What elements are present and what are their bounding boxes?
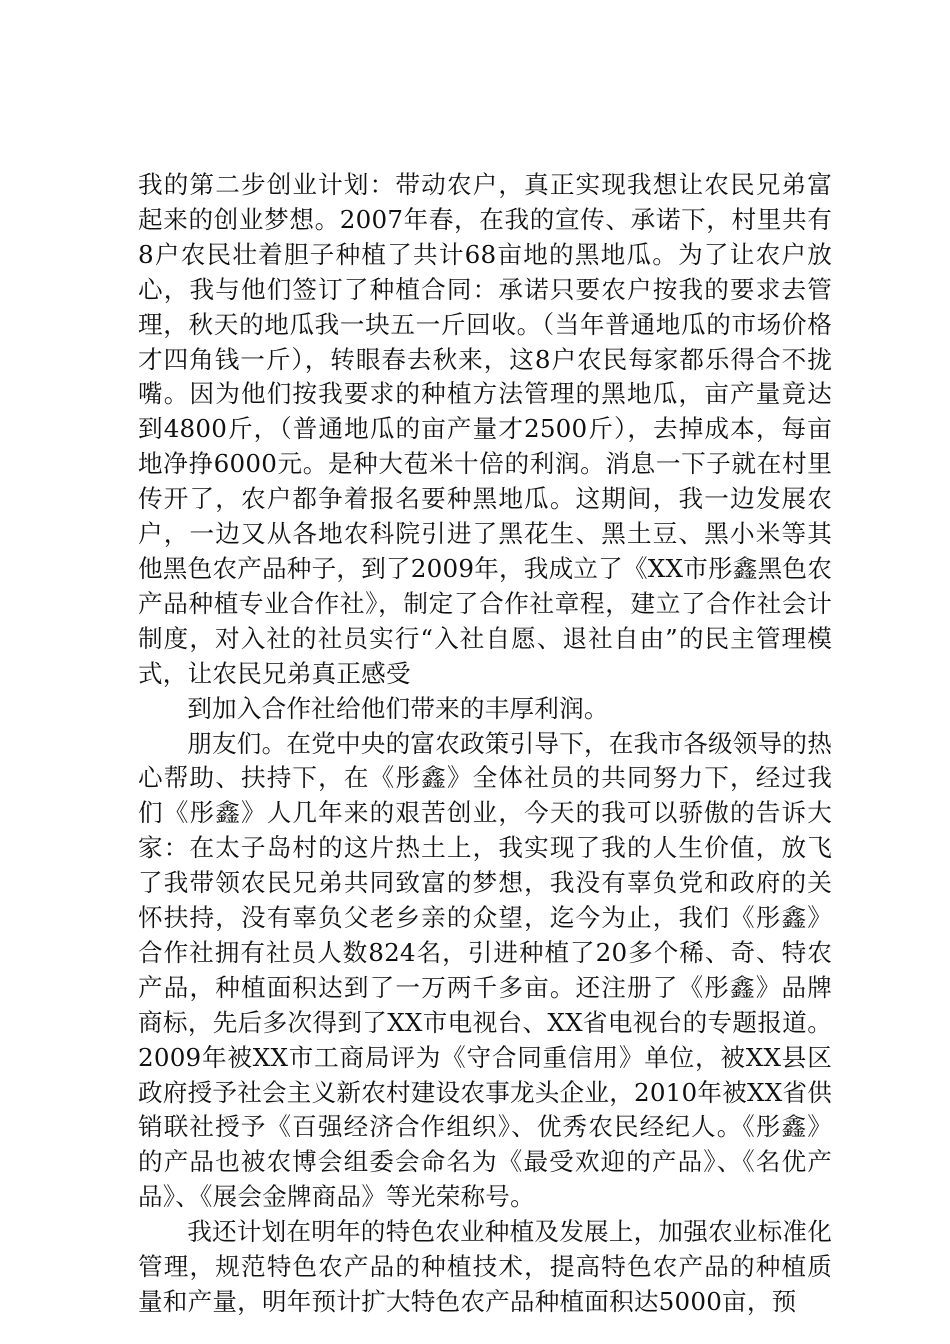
- paragraph-startup-plan: 我的第二步创业计划：带动农户，真正实现我想让农民兄弟富起来的创业梦想。2007年春，在我的宣传、承诺下，村里共有8户农民壮着胆子种植了共计68亩地的黑地瓜。为了让农户放心，我与他们签订了种植合同：承诺只要农户按我的要求去管理，秋天的地瓜我一块五一斤回收。（当年普通地瓜的市场价格才四角钱一斤），转眼春去秋来，这8户农民每家都乐得合不拢嘴。因为他们按我要求的种植方法管理的黑地瓜，亩产量竟达到4800斤，（普通地瓜的亩产量才2500斤），去掉成本，每亩地净挣6000元。是种大苞米十倍的利润。消息一下子就在村里传开了，农户都争着报名要种黑地瓜。这期间，我一边发展农户，一边又从各地农科院引进了黑花生、黑土豆、黑小米等其他黑色农产品种子，到了2009年，我成立了《XX市彤鑫黑色农产品种植专业合作社》，制定了合作社章程，建立了合作社会计制度，对入社的社员实行“入社自愿、退社自由”的民主管理模式，让农民兄弟真正感受: [138, 170, 832, 688]
- paragraph-cooperative-profit: 到加入合作社给他们带来的丰厚利润。: [187, 693, 609, 723]
- paragraph-achievements: 朋友们。在党中央的富农政策引导下，在我市各级领导的热心帮助、扶持下，在《彤鑫》全体社员的共同努力下，经过我们《彤鑫》人几年来的艰苦创业，今天的我可以骄傲的告诉大家：在太子岛村的这片热土上，我实现了我的人生价值，放飞了我带领农民兄弟共同致富的梦想，我没有辜负党和政府的关怀扶持，没有辜负父老乡亲的众望，迄今为止，我们《彤鑫》合作社拥有社员人数824名，引进种植了20多个稀、奇、特农产品，种植面积达到了一万两千多亩。还注册了《彤鑫》品牌商标，先后多次得到了XX市电视台、XX省电视台的专题报道。2009年被XX市工商局评为《守合同重信用》单位，被XX县区政府授予社会主义新农村建设农事龙头企业，2010年被XX省供销联社授予《百强经济合作组织》、优秀农民经纪人。《彤鑫》的产品也被农博会组委会命名为《最受欢迎的产品》、《名优产品》、《展会金牌商品》等光荣称号。: [138, 728, 832, 1212]
- document-page: [138, 168, 832, 1320]
- paragraph-next-year-plan: 我还计划在明年的特色农业种植及发展上，加强农业标准化管理，规范特色农产品的种植技术，提高特色农产品的种植质量和产量，明年预计扩大特色农产品种植面积达5000亩，预: [138, 1217, 832, 1316]
